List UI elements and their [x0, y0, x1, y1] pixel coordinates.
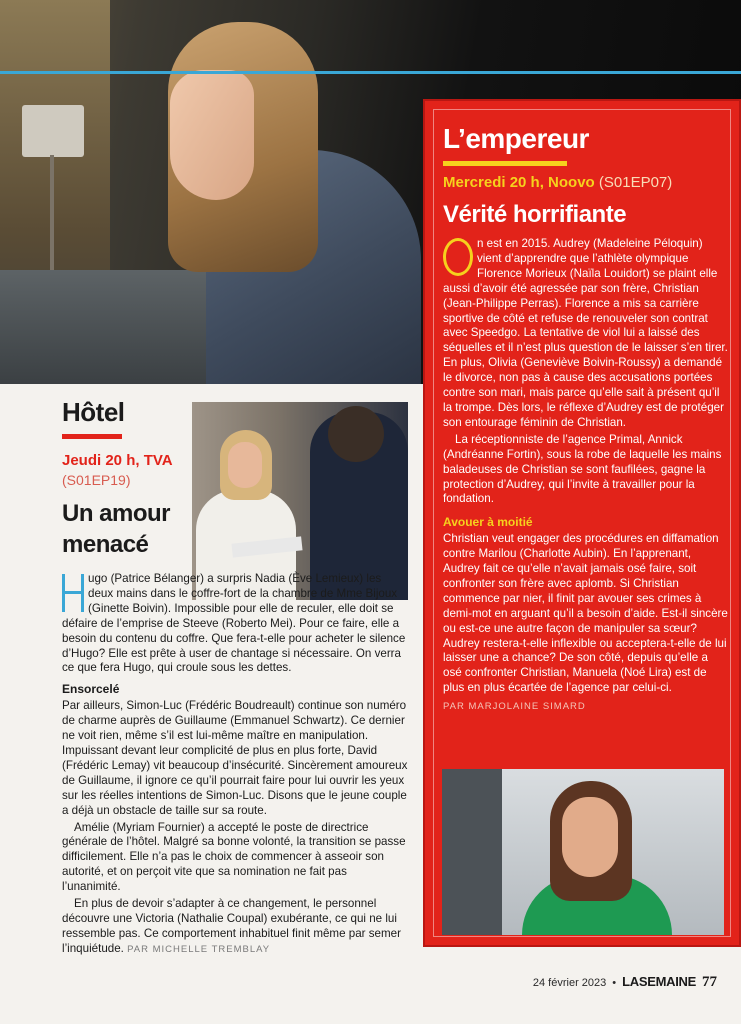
blue-rule — [0, 71, 741, 74]
empereur-headline: Vérité horrifiante — [443, 201, 627, 228]
footer-separator: • — [612, 977, 617, 989]
woman-face-2 — [562, 797, 618, 877]
lamp-stem — [50, 155, 54, 285]
empereur-paragraph-3: Christian veut engager des procédures en diffamation contre Marilou (Charlotte Aubin). En l’apprenant, Audrey fait ce qu’elle n’avait jamais osé faire, soit confronter son frère avec aplomb. Si Christian commence par nier, il finit par avouer ses crimes à demi-mot en arguant qu’il a besoin d’aide. Est-il sincère ou est-ce une autre façon de manipuler sa sœur? Audrey restera-t-elle inflexible ou acceptera-t-elle de lui laisser une a chance? De son côté, depuis qu’elle a osé confronter Christian, Manuela (Noé Lira) est de plus en plus écartée de l’agence par celui-ci. — [443, 532, 728, 695]
issue-date: 24 février 2023 — [532, 977, 607, 989]
hotel-episode-code: (S01EP19) — [62, 472, 131, 488]
empereur-title: L’empereur — [443, 123, 589, 154]
page-number: 77 — [702, 974, 717, 990]
hotel-paragraph-2: Par ailleurs, Simon-Luc (Frédéric Boudreault) continue son numéro de charme auprès de Guillaume (Emmanuel Schwartz). Ce dernier ne voit rien, même s’il est lui-même maître en manipulation. Impuissant devant leur complicité de plus en plus forte, David (Frédéric Lemay) vit beaucoup d’insécurité. Sincèrement amoureux de Guillaume, il ignore ce qu’il pourrait faire pour lui ouvrir les yeux sur les réelles intentions de Simon-Luc. Disons que le jeune couple a déjà un obstacle de taille sur sa route. — [62, 699, 408, 817]
hotel-paragraph-4-text: En plus de devoir s’adapter à ce changement, le personnel découvre une Victoria (Nathalie Coupal) exubérante, ce qui ne lui ressemble pas. Ce comportement inhabituel finit même par semer l’inquiétude. — [62, 897, 401, 955]
empereur-title-underline — [443, 161, 567, 166]
empereur-article — [443, 237, 728, 715]
man-head — [328, 406, 384, 462]
hotel-paragraph-4 — [62, 897, 408, 958]
empereur-box — [423, 99, 741, 947]
hotel-article — [62, 570, 408, 960]
empereur-subhead: Avouer à moitié — [443, 515, 533, 530]
hotel-time: Jeudi 20 h, TVA — [62, 452, 173, 469]
woman-face-3 — [228, 442, 262, 488]
dropcap-o — [443, 238, 473, 276]
empereur-time: Mercredi 20 h, Noovo — [443, 174, 595, 191]
photo-background — [442, 769, 502, 935]
page-footer — [533, 974, 717, 991]
hotel-subhead: Ensorcelé — [62, 682, 120, 697]
hotel-title: Hôtel — [62, 397, 125, 427]
hotel-lead — [62, 572, 408, 676]
magazine-brand: LASEMAINE — [622, 974, 696, 989]
empereur-paragraph-1: n est en 2015. Audrey (Madeleine Péloquin) vient d’apprendre que l’athlète olympique Florence Morieux (Naïla Louidort) se plaint elle aussi d’avoir été agressée par son frère, Christian (Jean-Philippe Perras). Florence a mis sa carrière sportive de côté et refuse de renouveler son contrat avec Speedgo. La tentative de viol lui a laissé des séquelles et il n’est plus question de le laisser s’en tirer. En plus, Olivia (Geneviève Boivin-Roussy) a demandé le divorce, non pas à cause des accusations portées contre son mari, mais parce qu’elle sait à présent qu’il la trompe. Dès lors, le réflexe d’Audrey est de protéger son entourage féminin de Christian. — [443, 237, 728, 429]
hotel-paragraph-3: Amélie (Myriam Fournier) a accepté le poste de directrice générale de l’hôtel. Malgré sa bonne volonté, la transition se passe difficilement. Elle n’a pas le choix de commencer à asseoir son autorité, et on perçoit vite que sa nomination ne fait pas l’unanimité. — [62, 820, 406, 894]
empereur-byline: PAR MARJOLAINE SIMARD — [443, 701, 586, 713]
dropcap-h — [62, 574, 84, 612]
hotel-byline: PAR MICHELLE TREMBLAY — [127, 943, 271, 955]
empereur-photo — [442, 769, 724, 935]
hotel-paragraph-1: ugo (Patrice Bélanger) a surpris Nadia (Ève Lemieux) les deux mains dans le coffre-fort de la chambre de Mme Bijoux (Ginette Boivin). Impossible pour elle de reculer, elle doit se défaire de l’emprise de Steeve (Roberto Mei). Pour ce faire, elle a besoin du contenu du coffre. Que fera-t-elle pour acheter le silence d’Hugo? Elle est prête à user de chantage si nécessaire. On verra ce que fera Hugo, qui croule sous les dettes. — [62, 572, 406, 675]
empereur-episode-code: (S01EP07) — [598, 174, 673, 191]
hotel-title-underline — [62, 434, 122, 439]
woman-face — [170, 70, 254, 200]
empereur-schedule — [443, 174, 672, 191]
lamp-shade — [22, 105, 84, 157]
empereur-paragraph — [443, 237, 728, 431]
empereur-paragraph-2: La réceptionniste de l’agence Primal, Annick (Andréanne Fortin), sous la robe de laquelle les mains baladeuses de Christian se sont faufilées, gagne la protection d’Audrey, qui l’invite à travailler pour la fondation. — [443, 432, 722, 506]
hotel-headline: Un amour menacé — [62, 500, 171, 558]
